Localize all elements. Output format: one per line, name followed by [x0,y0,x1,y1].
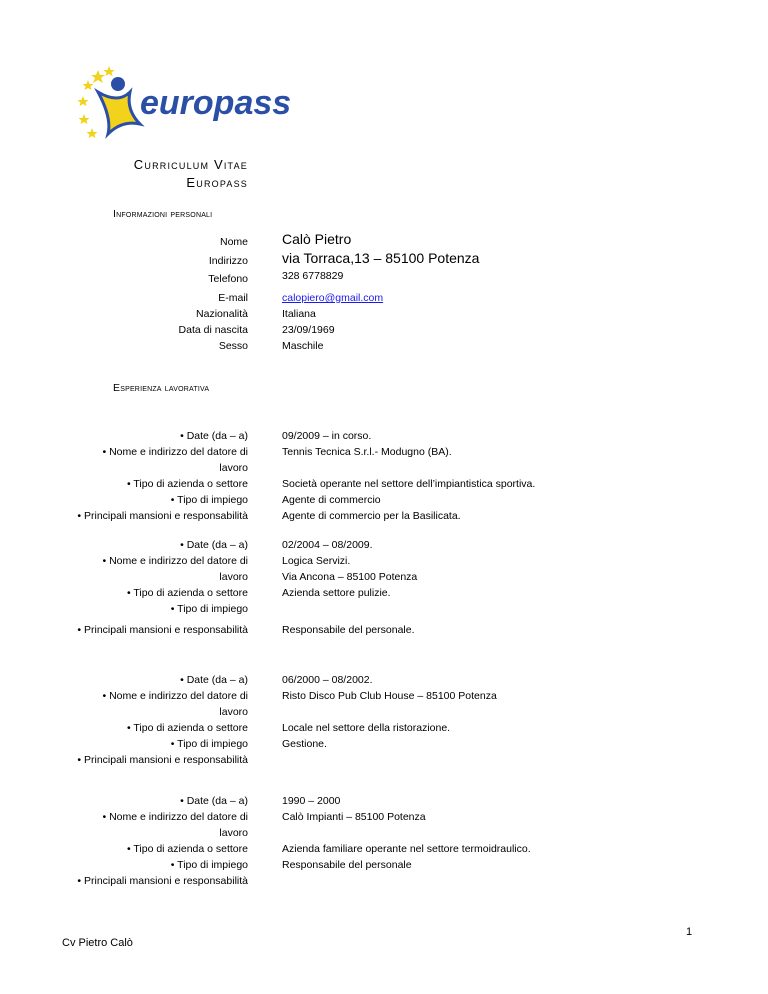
footer-name: Cv Pietro Calò [62,937,133,949]
value-email-link[interactable]: calopiero@gmail.com [282,292,384,304]
label-date: • Date (da – a) [180,539,248,551]
label-sector: • Tipo di azienda o settore [126,843,248,855]
label-date: • Date (da – a) [180,795,248,807]
section-personal-title: Informazioni personali [113,208,213,220]
europass-logo [78,62,292,148]
label-employer-cont: lavoro [219,827,248,839]
label-sector: • Tipo di azienda o settore [126,722,248,734]
spacer [282,460,742,476]
job-date: 02/2004 – 08/2009. [282,539,373,551]
job-3-values [282,672,742,752]
label-job-type: • Tipo di impiego [170,603,248,615]
label-sector: • Tipo di azienda o settore [126,478,248,490]
value-data-nascita: 23/09/1969 [282,324,335,336]
section-experience-title: Esperienza lavorativa [113,382,210,394]
cv-title [113,156,248,192]
label-employer-cont: lavoro [219,462,248,474]
label-date: • Date (da – a) [180,674,248,686]
job-sector: Azienda settore pulizie. [282,587,391,599]
job-date: 09/2009 – in corso. [282,430,372,442]
job-duties: Agente di commercio per la Basilicata. [282,510,461,522]
label-telefono: Telefono [208,273,248,285]
label-sector: • Tipo di azienda o settore [126,587,248,599]
job-employer-address: Via Ancona – 85100 Potenza [282,571,418,583]
job-sector: Locale nel settore della ristorazione. [282,722,451,734]
job-type: Agente di commercio [282,494,381,506]
label-nome: Nome [219,236,248,248]
job-sector: Azienda familiare operante nel settore termoidraulico. [282,843,531,855]
job-employer: Calò Impianti – 85100 Potenza [282,811,426,823]
value-nazionalita: Italiana [282,308,316,320]
figure-icon [98,92,140,134]
label-indirizzo: Indirizzo [208,255,248,267]
logo-wordmark: europass [140,84,292,122]
europass-logo-graphic [78,62,292,148]
job-2-labels [40,537,248,638]
job-type: Gestione. [282,738,327,750]
value-sesso: Maschile [282,340,324,352]
label-data-nascita: Data di nascita [178,324,248,336]
job-1-labels [40,428,248,524]
job-employer: Logica Servizi. [282,555,351,567]
label-date: • Date (da – a) [180,430,248,442]
label-employer: • Nome e indirizzo del datore di [102,690,248,702]
value-indirizzo: via Torraca,13 – 85100 Potenza [282,250,480,266]
label-job-type: • Tipo di impiego [170,738,248,750]
label-employer-cont: lavoro [219,706,248,718]
job-date: 06/2000 – 08/2002. [282,674,373,686]
job-employer: Risto Disco Pub Club House – 85100 Potenza [282,690,497,702]
job-3-labels [40,672,248,768]
spacer [282,825,742,841]
label-job-type: • Tipo di impiego [170,494,248,506]
job-4-values [282,793,742,873]
job-date: 1990 – 2000 [282,795,341,807]
cv-title-line2: Europass [186,175,248,190]
label-job-type: • Tipo di impiego [170,859,248,871]
label-employer: • Nome e indirizzo del datore di [102,446,248,458]
label-email: E-mail [218,292,248,304]
label-duties: • Principali mansioni e responsabilità [77,875,248,887]
label-duties: • Principali mansioni e responsabilità [77,624,248,636]
job-4-labels [40,793,248,889]
value-nome: Calò Pietro [282,231,352,247]
label-duties: • Principali mansioni e responsabilità [77,510,248,522]
value-telefono: 328 6778829 [282,270,344,282]
job-sector: Società operante nel settore dell’impiantistica sportiva. [282,478,536,490]
job-employer: Tennis Tecnica S.r.l.- Modugno (BA). [282,446,452,458]
job-1-values [282,428,742,524]
label-nazionalita: Nazionalità [196,308,248,320]
label-duties: • Principali mansioni e responsabilità [77,754,248,766]
figure-head-icon [111,77,125,91]
job-duties: Responsabile del personale. [282,624,415,636]
cv-title-line1: Curriculum Vitae [133,157,248,172]
page-number: 1 [686,926,693,938]
job-2-values [282,537,742,638]
job-type: Responsabile del personale [282,859,412,871]
label-sesso: Sesso [218,340,248,352]
label-employer: • Nome e indirizzo del datore di [102,811,248,823]
label-employer: • Nome e indirizzo del datore di [102,555,248,567]
spacer [282,601,742,617]
spacer [282,704,742,720]
label-employer-cont: lavoro [219,571,248,583]
